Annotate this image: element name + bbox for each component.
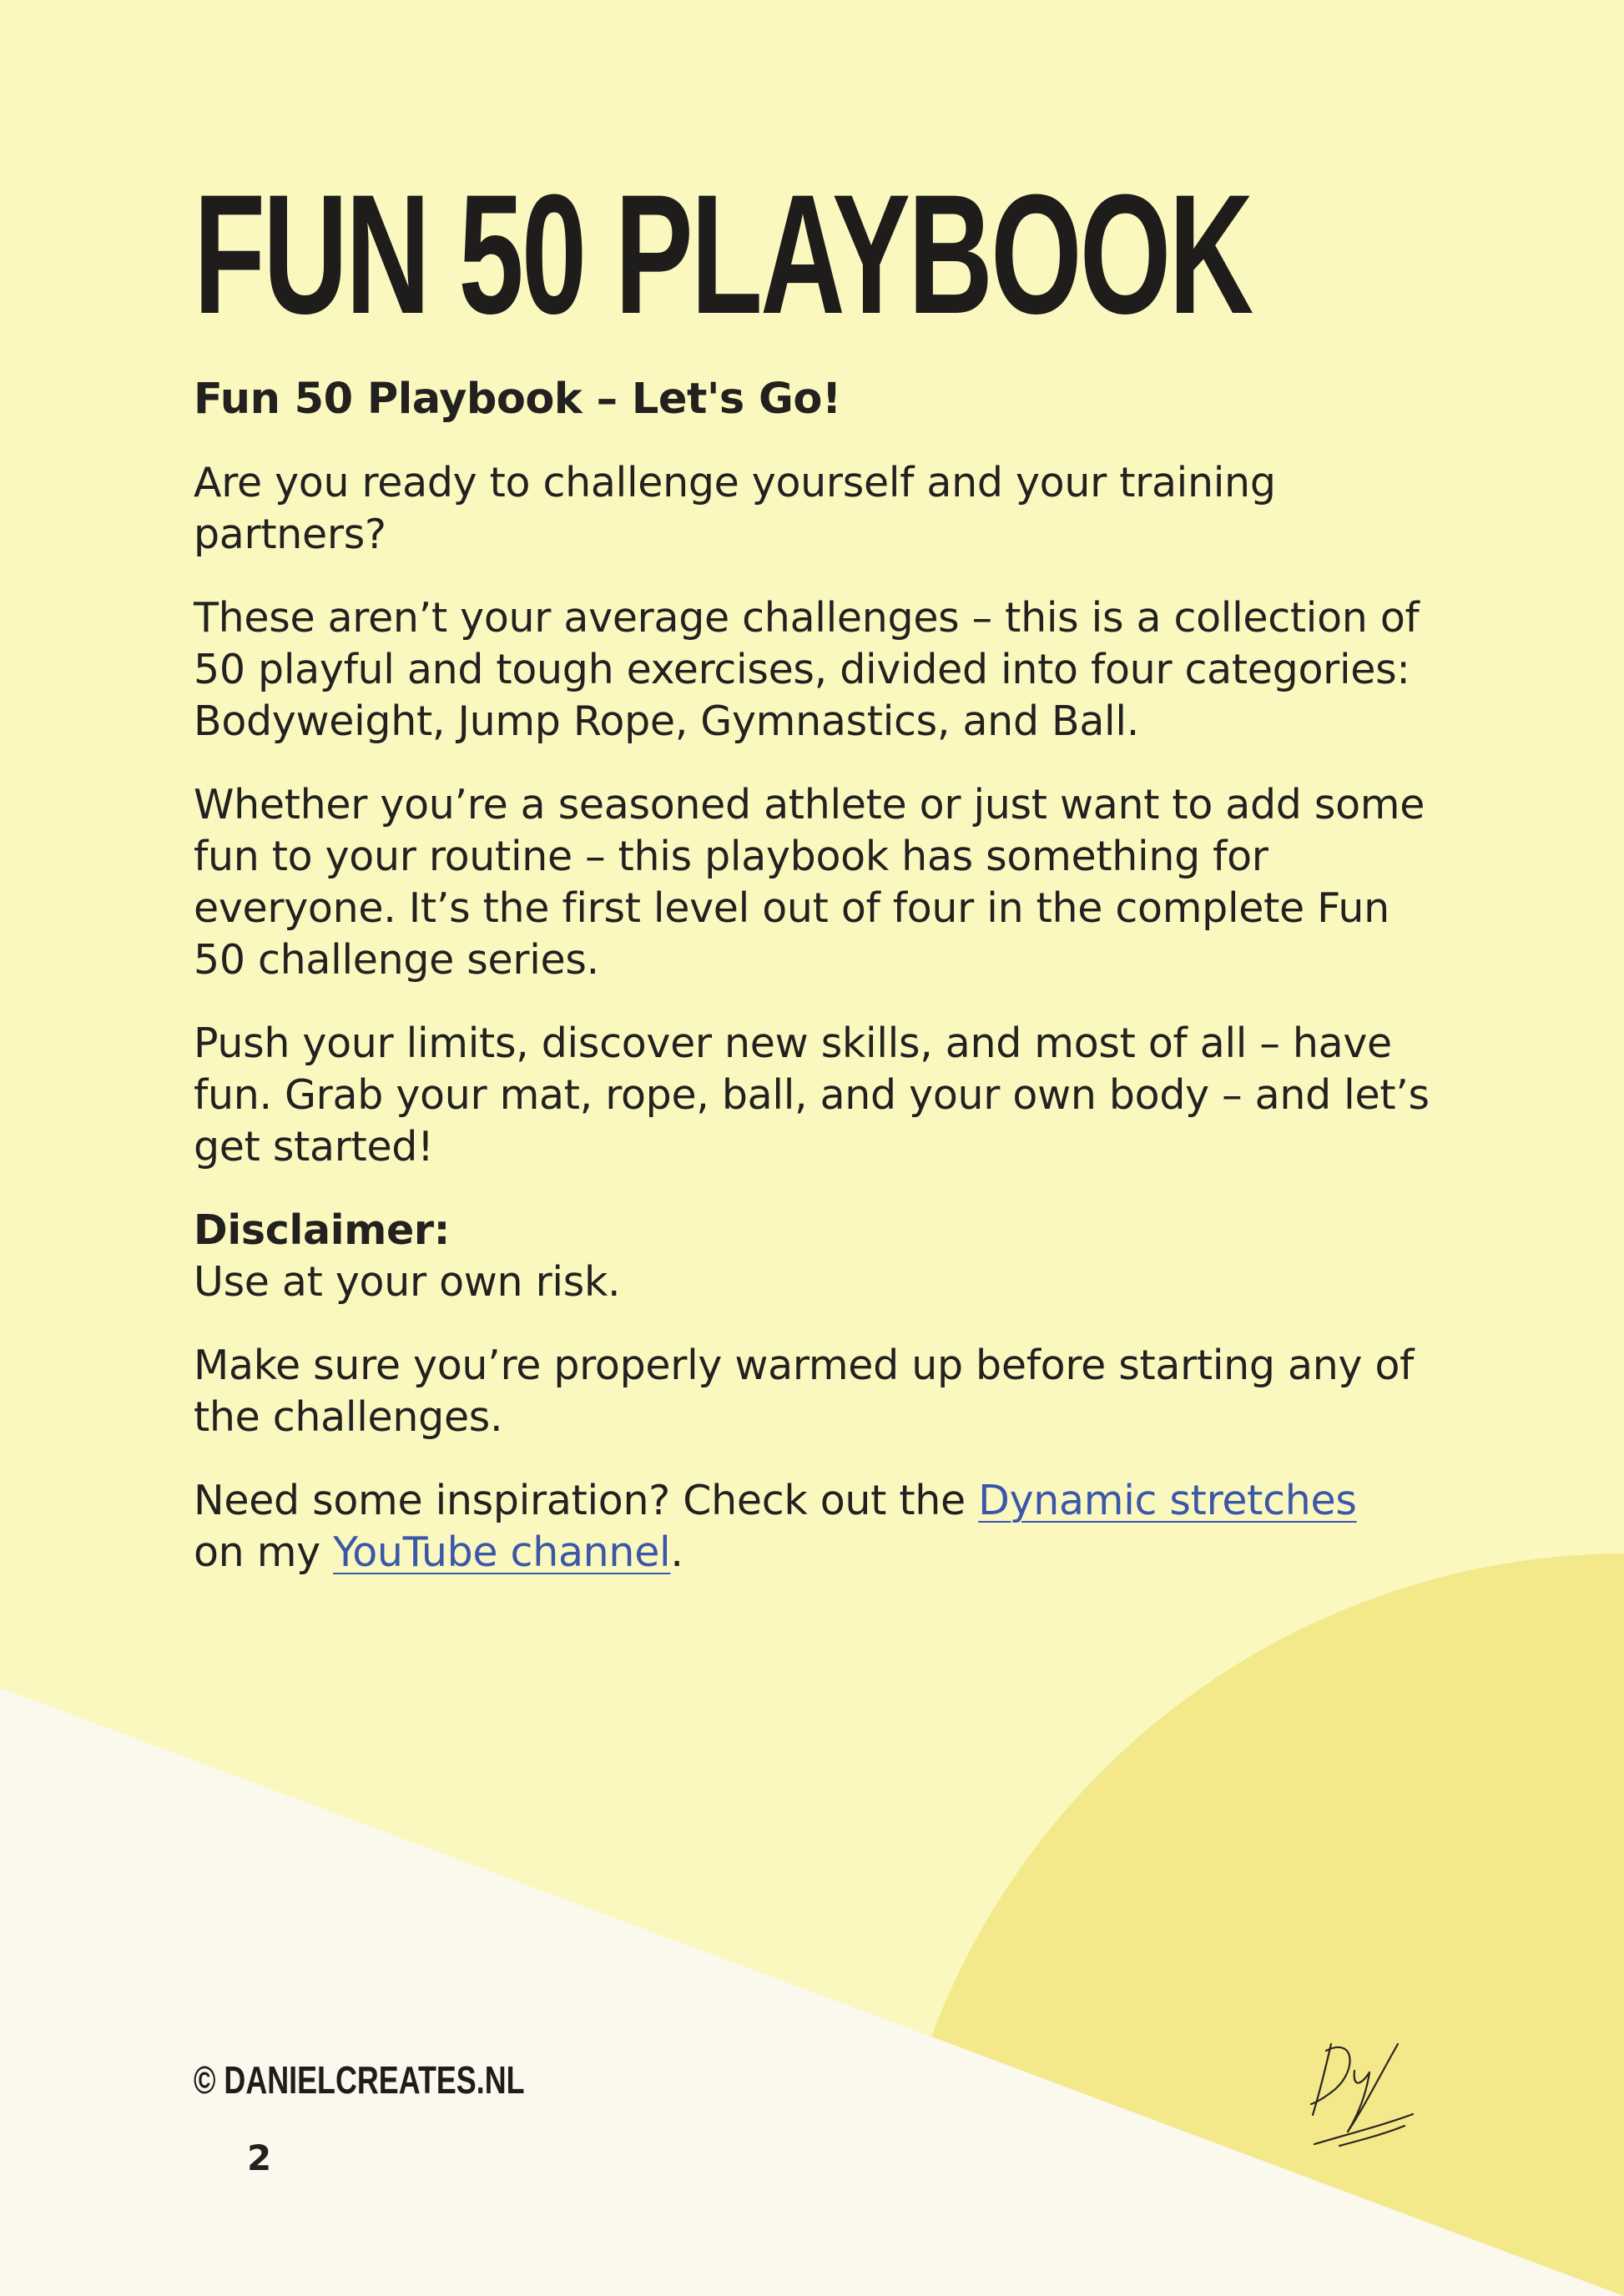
page-number: 2	[247, 2137, 272, 2178]
disclaimer-label: Disclaimer:	[194, 1206, 451, 1254]
categories-paragraph: These aren’t your average challenges – this is a collection of 50 playful and tough exercises, divided into four categories: Bodyweight, Jump Rope, Gymnastics, and Ball.	[194, 594, 1420, 745]
inspiration-middle: on my	[194, 1528, 334, 1576]
dynamic-stretches-link[interactable]: Dynamic stretches	[978, 1477, 1357, 1524]
signature-logo	[1306, 2027, 1423, 2152]
intro-paragraph: Are you ready to challenge yourself and your training partners?	[194, 459, 1276, 558]
main-content	[194, 159, 1445, 1578]
inspiration-suffix: .	[670, 1528, 683, 1576]
disclaimer-block	[194, 1205, 1445, 1308]
disclaimer-text: Use at your own risk.	[194, 1258, 621, 1306]
warmup-paragraph: Make sure you’re properly warmed up before starting any of the challenges.	[194, 1342, 1415, 1441]
motivation-paragraph: Push your limits, discover new skills, and most of all – have fun. Grab your mat, rope, ball, and your own body – and let’s get started!	[194, 1020, 1430, 1171]
inspiration-paragraph	[194, 1475, 1445, 1578]
page-title: FUN 50 PLAYBOOK	[194, 159, 1252, 350]
inspiration-prefix: Need some inspiration? Check out the	[194, 1477, 979, 1524]
audience-paragraph: Whether you’re a seasoned athlete or just want to add some fun to your routine – this playbook has something for everyone. It’s the first level out of four in the complete Fun 50 challenge series.	[194, 781, 1425, 984]
copyright-text: © DANIELCREATES.NL	[194, 2058, 525, 2102]
youtube-channel-link[interactable]: YouTube channel	[333, 1528, 671, 1576]
subtitle: Fun 50 Playbook – Let's Go!	[194, 375, 841, 424]
